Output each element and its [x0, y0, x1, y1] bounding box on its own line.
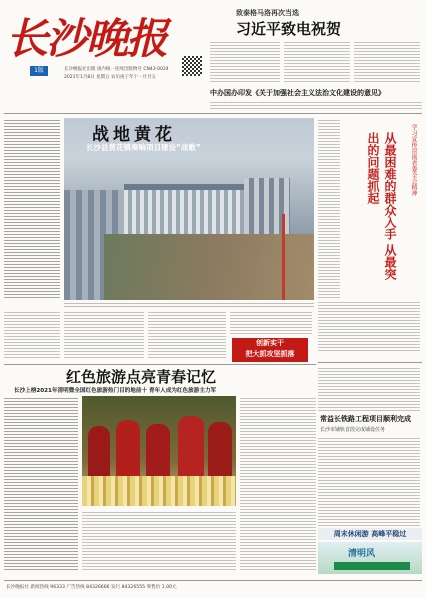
- top-news-headline: 习近平致电祝贺: [236, 20, 342, 38]
- tourism-mid-text: [82, 510, 236, 572]
- edition-badge: 1版: [30, 66, 48, 76]
- right-divider: [318, 362, 422, 363]
- tourism-headline: 红色旅游点亮青春记忆: [66, 368, 217, 386]
- tourism-left-text: [4, 396, 78, 572]
- masthead-title: 长沙晚报: [6, 14, 167, 63]
- right-vertical-headline: 从最困难的群众入手 从最突出的问题抓起: [366, 132, 397, 281]
- left-column-text: [4, 118, 60, 300]
- right-column-text: [318, 300, 420, 352]
- tourism-right-text: [240, 396, 316, 572]
- footer-divider: [4, 580, 422, 581]
- left-column-text-2: [4, 310, 60, 360]
- top-news-body-mid: [284, 40, 350, 84]
- student-3: [146, 424, 170, 478]
- feature-subtitle: 长沙县黄花镇奏响项目建设“战歌”: [86, 143, 201, 152]
- right-lower-text: [318, 366, 420, 412]
- qingming-title: 清明风: [348, 549, 376, 559]
- qingming-box: [318, 542, 422, 574]
- right-vertical-kicker: 学习宣传贯彻省委全会精神: [410, 124, 417, 196]
- student-2: [116, 420, 140, 476]
- feature-title: 战地黄花: [92, 125, 176, 145]
- stamp-badge: [232, 338, 308, 362]
- rail-sub: 长沙市铺轨首段完成铺设任务: [320, 427, 386, 433]
- qingming-band: [334, 562, 410, 570]
- rail-headline: 常益长铁路工程项目顺利完成: [320, 415, 411, 423]
- masthead-divider: [4, 113, 422, 114]
- top-news-body-right: [354, 40, 420, 84]
- rail-body: [318, 436, 420, 526]
- qr-code: [182, 56, 202, 76]
- edition-date: 2021年1月8日 星期五 农历庚子年十一月廿五: [64, 75, 157, 80]
- top-news-subheadline: 中办国办印发《关于加强社会主义法治文化建设的意见》: [210, 89, 385, 97]
- stamp-line1: 创新实干: [256, 339, 284, 347]
- top-news-kicker: 致泰格马洛再次当选: [236, 9, 299, 17]
- student-1: [88, 426, 110, 476]
- feature-caption: [64, 301, 314, 307]
- stamp-line2: 把大抓攻坚抓落: [245, 350, 295, 358]
- top-news-body-left: [210, 40, 280, 84]
- crane: [282, 214, 285, 300]
- top-news-sub-body: [210, 100, 422, 110]
- right-column-text-top: [318, 118, 340, 298]
- student-4: [178, 416, 204, 478]
- feature-article-col2: [148, 310, 226, 360]
- footer-line: 长沙晚报社 新闻热线 96333 广告热线 84326666 发行 84326555 零售价 1.00元: [6, 585, 177, 590]
- edition-info: 长沙晚报社出版 国内统一连续出版物号 CN43-0024: [64, 67, 169, 72]
- tourism-photo: [82, 396, 236, 506]
- student-5: [208, 422, 232, 478]
- feature-article-col3: [230, 310, 312, 334]
- tourism-subtitle: 长沙上榜2021年清明暨全国红色旅游热门目的地前十 青年人成为红色旅游主力军: [14, 388, 217, 394]
- flower-field: [82, 476, 236, 506]
- feature-article-col1: [64, 310, 144, 360]
- promo-banner: 周末休闲游 高峰平稳过: [318, 528, 422, 540]
- section-divider: [4, 364, 316, 365]
